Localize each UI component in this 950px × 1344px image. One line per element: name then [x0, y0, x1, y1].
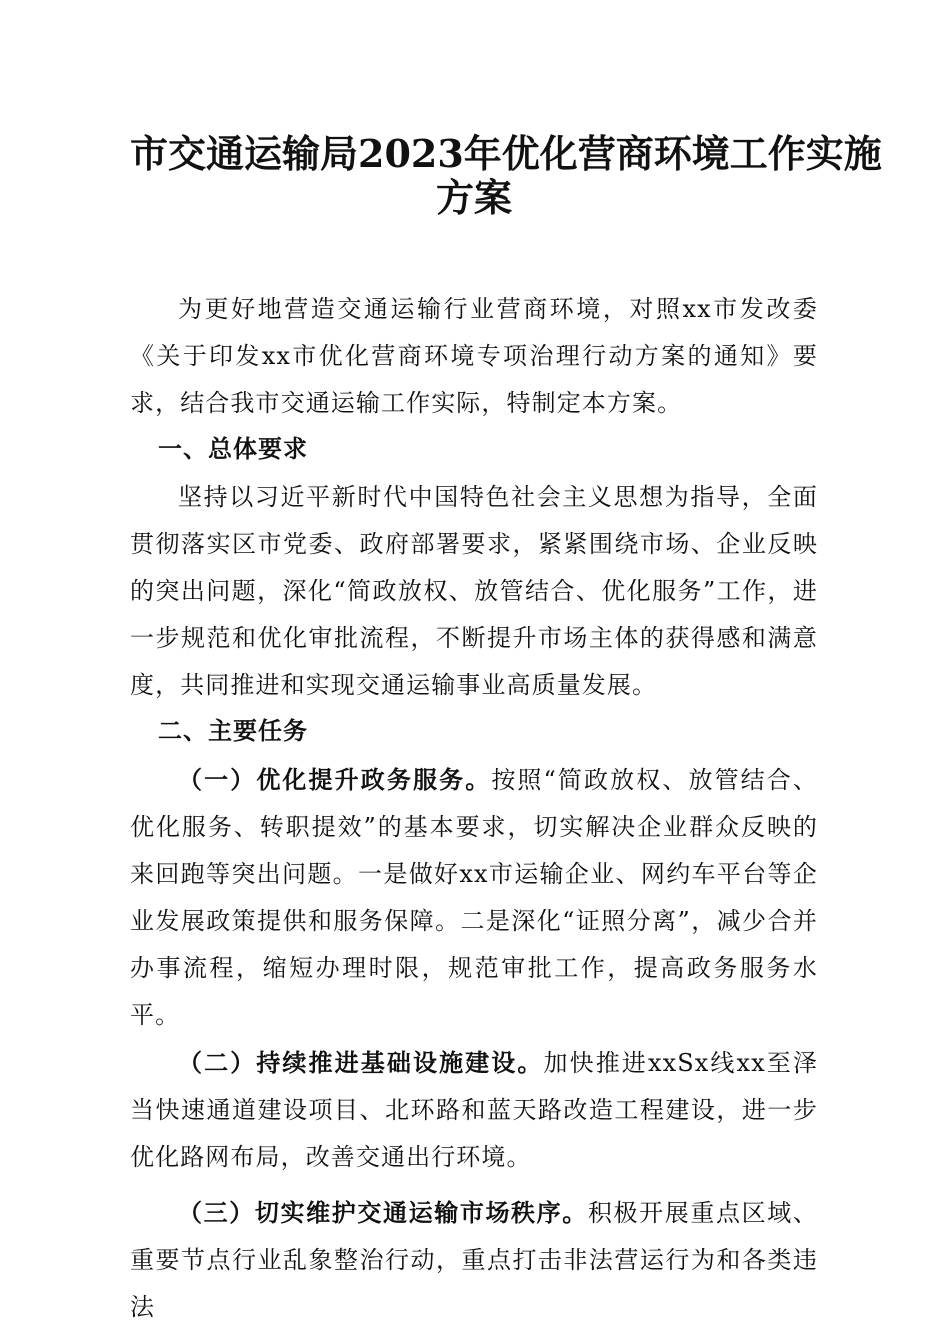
task-item-2 [130, 1039, 818, 1181]
task-item-2-title: （二）持续推进基础设施建设。 [178, 1048, 544, 1077]
task-item-2-text: 加快推进xxSx线xx至泽当快速通道建设项目、北环路和蓝天路改造工程建设，进一步优化路网布局，改善交通出行环境。 [130, 1049, 818, 1171]
task-item-3 [130, 1189, 818, 1331]
title-line-2: 方案 [435, 175, 512, 220]
document-title [130, 131, 882, 220]
task-item-1-title: （一）优化提升政务服务。 [178, 765, 492, 794]
task-item-1 [130, 756, 818, 1039]
section-heading-general-requirements: 一、总体要求 [158, 435, 308, 463]
general-requirements-paragraph: 坚持以习近平新时代中国特色社会主义思想为指导，全面贯彻落实区市党委、政府部署要求，紧紧围绕市场、企业反映的突出问题，深化“简政放权、放管结合、优化服务”工作，进一步规范和优化审批流程，不断提升市场主体的获得感和满意度，共同推进和实现交通运输事业高质量发展。 [130, 483, 818, 699]
title-line-1: 市交通运输局2023年优化营商环境工作实施 [130, 131, 882, 176]
document-body [130, 286, 818, 1331]
intro-paragraph: 为更好地营造交通运输行业营商环境，对照xx市发改委《关于印发xx市优化营商环境专项治理行动方案的通知》要求，结合我市交通运输工作实际，特制定本方案。 [130, 295, 818, 417]
task-item-3-title: （三）切实维护交通运输市场秩序。 [178, 1198, 588, 1227]
task-item-1-text: 按照“简政放权、放管结合、优化服务、转职提效”的基本要求，切实解决企业群众反映的来回跑等突出问题。一是做好xx市运输企业、网约车平台等企业发展政策提供和服务保障。二是深化“证照分离”，减少合并办事流程，缩短办理时限，规范审批工作，提高政务服务水平。 [130, 766, 818, 1029]
task-item-3-text: 积极开展重点区域、重要节点行业乱象整治行动，重点打击非法营运行为和各类违法 [130, 1199, 818, 1321]
section-heading-main-tasks: 二、主要任务 [158, 717, 308, 745]
